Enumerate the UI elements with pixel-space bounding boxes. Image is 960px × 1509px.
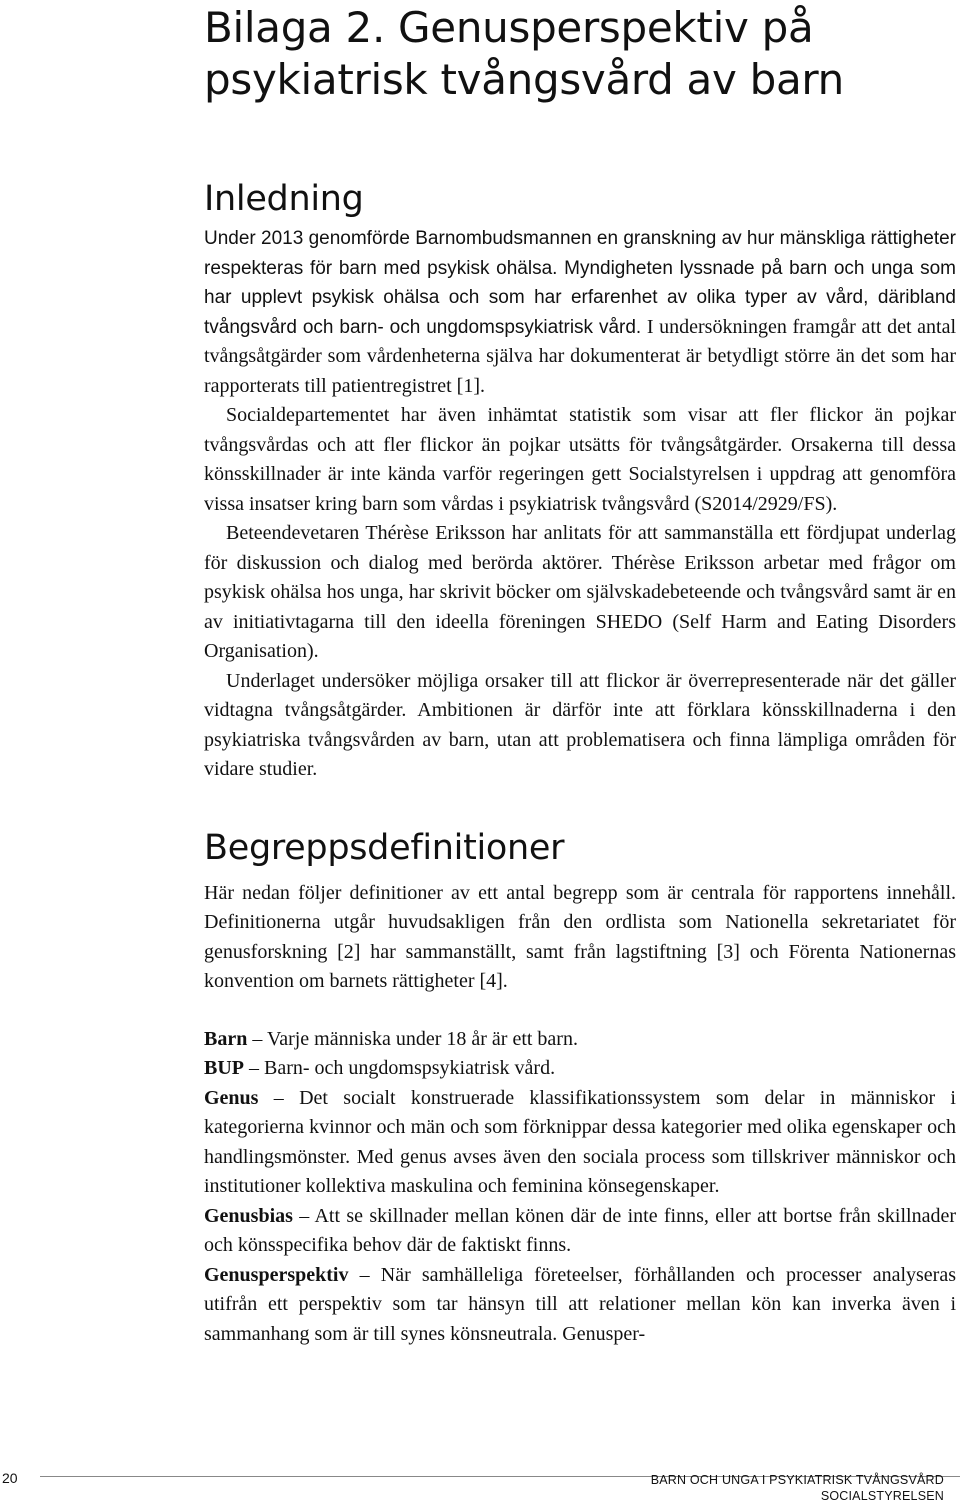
footer-report-title: BARN OCH UNGA I PSYKIATRISK TVÅNGSVÅRD [650, 1473, 944, 1487]
definition-item [204, 1202, 956, 1261]
intro-paragraph-1-serif: I undersökningen framgår att det antal tvångsåtgärder som vårdenheterna själva har dokumenterat är betydligt större än det som har rapporterats till patientregistret [1]. [204, 315, 957, 397]
intro-paragraph-4: Underlaget undersöker möjliga orsaker till att flickor är överrepresenterade när det gäller vidtagna tvångsåtgärder. Ambitionen är därför inte att förklara könsskillnaderna i den psykiatriska tvångsvården av barn, utan att problematisera och finna lämpliga områden för vidare studier. [204, 669, 956, 780]
definition-item [204, 1084, 956, 1202]
intro-paragraph-1 [204, 224, 956, 401]
definition-list [204, 1025, 956, 1350]
footer-publisher: SOCIALSTYRELSEN [820, 1489, 944, 1503]
definition-term: Genusperspektiv [204, 1263, 349, 1286]
page-number: 20 [2, 1470, 18, 1486]
intro-paragraph-3: Beteendevetaren Thérèse Eriksson har anlitats för att sammanställa ett fördjupat underlag för diskussion och dialog med berörda aktörer. Thérèse Eriksson arbetar med frågor om psykisk ohälsa hos unga, har skrivit böcker om självskadebeteende och tvångsvård samt är en av initiativtagarna till den ideella föreningen SHEDO (Self Harm and Eating Disorders Organisation). [204, 522, 956, 662]
definition-term: Genus [204, 1086, 259, 1109]
heading-begreppsdefinitioner: Begreppsdefinitioner [204, 827, 565, 868]
footer-publication [651, 1472, 944, 1504]
definition-term: Barn [204, 1027, 248, 1050]
definition-item [204, 1054, 956, 1084]
page-content [204, 0, 956, 1349]
intro-paragraph-2: Socialdepartementet har även inhämtat statistik som visar att fler flickor än pojkar tvångsvårdas och att fler flickor än pojkar utsätts för tvångsåtgärder. Orsakerna till dessa könsskillnader är inte kända varför regeringen gett Socialstyrelsen i uppdrag att genomföra vissa insatser kring barn som vårdas i psykiatrisk tvångsvård (S2014/2929/FS). [204, 404, 956, 515]
page-title: Bilaga 2. Genusperspektiv på psykiatrisk tvångsvård av barn [204, 3, 844, 104]
definition-text: – Varje människa under 18 år är ett barn. [247, 1027, 578, 1050]
definition-text: – Barn- och ungdomspsykiatrisk vård. [244, 1057, 556, 1079]
definition-item [204, 1025, 956, 1055]
definitions-intro: Här nedan följer definitioner av ett antal begrepp som är centrala för rapportens innehåll. Definitionerna utgår huvudsakligen från den ordlista som Nationella sekretariatet för genusforskning [2] har sammanställt, samt från lagstiftning [3] och Förenta Nationernas konvention om barnets rättigheter [4]. [204, 881, 956, 992]
heading-inledning: Inledning [204, 179, 364, 219]
definition-item [204, 1261, 956, 1350]
definition-text: – Det socialt konstruerade klassifikationssystem som delar in människor i kategorierna kvinnor och män och som förknippar dessa kategorier med olika egenskaper och handlingsmönster. Med genus avses även den sociala process som tillskriver människor och institutioner kollektiva maskulina och feminina könsegenskaper. [204, 1086, 956, 1197]
definition-text: – När samhälleliga företeelser, förhållanden och processer analyseras utifrån ett perspektiv som tar hänsyn till att relationer mellan kön kan inverka även i sammanhang som är till synes könsneutrala. Genusper- [204, 1263, 956, 1345]
definition-term: Genusbias [204, 1204, 293, 1227]
definition-text: – Att se skillnader mellan könen där de inte finns, eller att bortse från skillnader och könsspecifika behov där de faktiskt finns. [204, 1204, 956, 1256]
definition-term: BUP [204, 1057, 244, 1079]
intro-paragraph-1-arial: Under 2013 genomförde Barnombudsmannen en granskning av hur mänskliga rättigheter respekteras för barn med psykisk ohälsa. Myndigheten lyssnade på barn och unga som har upplevt psykisk ohälsa och som har erfarenhet av olika typer av vård, däribland tvångsvård och barn- och ungdomspsykiatrisk vård. [204, 228, 957, 338]
